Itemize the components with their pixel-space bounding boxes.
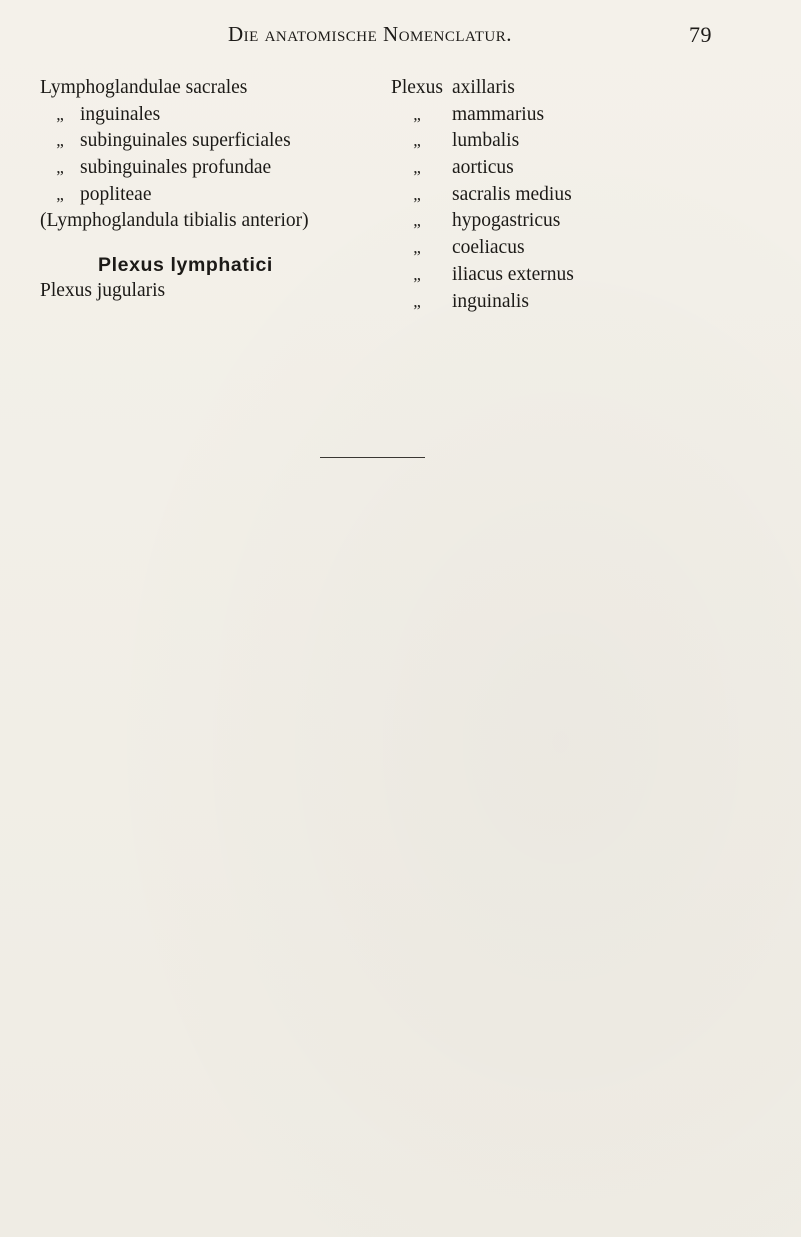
list-item: [40, 128, 370, 155]
list-item: [382, 75, 782, 102]
list-item: [382, 289, 782, 316]
ditto-mark: „: [413, 184, 421, 204]
ditto-mark: „: [413, 104, 421, 124]
entry-text: (Lymphoglandula tibialis anterior): [40, 210, 309, 232]
list-item: [40, 278, 370, 305]
ditto-mark: „: [413, 238, 421, 258]
end-rule: [320, 457, 425, 458]
ditto-mark: „: [56, 131, 64, 151]
entry-text: coeliacus: [452, 237, 525, 259]
running-title: Die anatomische Nomenclatur.: [228, 22, 512, 46]
ditto-mark: „: [413, 291, 421, 311]
entry-text: hypogastricus: [452, 210, 561, 232]
right-column: [382, 75, 782, 315]
running-head: [0, 22, 801, 52]
entry-text: Plexus jugularis: [40, 280, 166, 302]
entry-text: inguinalis: [452, 290, 529, 312]
section-heading: Plexus lymphatici: [98, 254, 273, 277]
left-column: [40, 75, 370, 305]
entry-text: mammarius: [452, 103, 545, 125]
list-item: [382, 182, 782, 209]
ditto-mark: „: [413, 264, 421, 284]
entry-text: sacralis medius: [452, 183, 572, 205]
page-number: 79: [689, 22, 712, 47]
entry-text: lumbalis: [452, 130, 520, 152]
entry-text: Lymphoglandulae sacrales: [40, 77, 248, 98]
list-item: [382, 262, 782, 289]
list-item: [382, 208, 782, 235]
list-item: [40, 155, 370, 182]
entry-text: popliteae: [80, 183, 152, 205]
entry-prefix: Plexus: [390, 77, 443, 98]
ditto-mark: „: [56, 158, 64, 178]
list-item: [382, 235, 782, 262]
ditto-mark: „: [413, 131, 421, 151]
list-item: [382, 128, 782, 155]
ditto-mark: „: [413, 158, 421, 178]
entry-text: aorticus: [452, 157, 514, 179]
entry-text: axillaris: [452, 77, 515, 98]
list-item: [40, 182, 370, 209]
ditto-mark: „: [56, 104, 64, 124]
entry-text: subinguinales profundae: [80, 157, 272, 179]
list-item: [40, 75, 370, 102]
ditto-mark: „: [413, 211, 421, 231]
entry-text: subinguinales superficiales: [80, 130, 291, 152]
entry-text: iliacus externus: [452, 263, 574, 285]
list-item: [382, 155, 782, 182]
list-item: [382, 102, 782, 129]
list-item: [40, 102, 370, 129]
entry-text: inguinales: [80, 103, 161, 125]
ditto-mark: „: [56, 184, 64, 204]
list-item: [40, 208, 370, 235]
